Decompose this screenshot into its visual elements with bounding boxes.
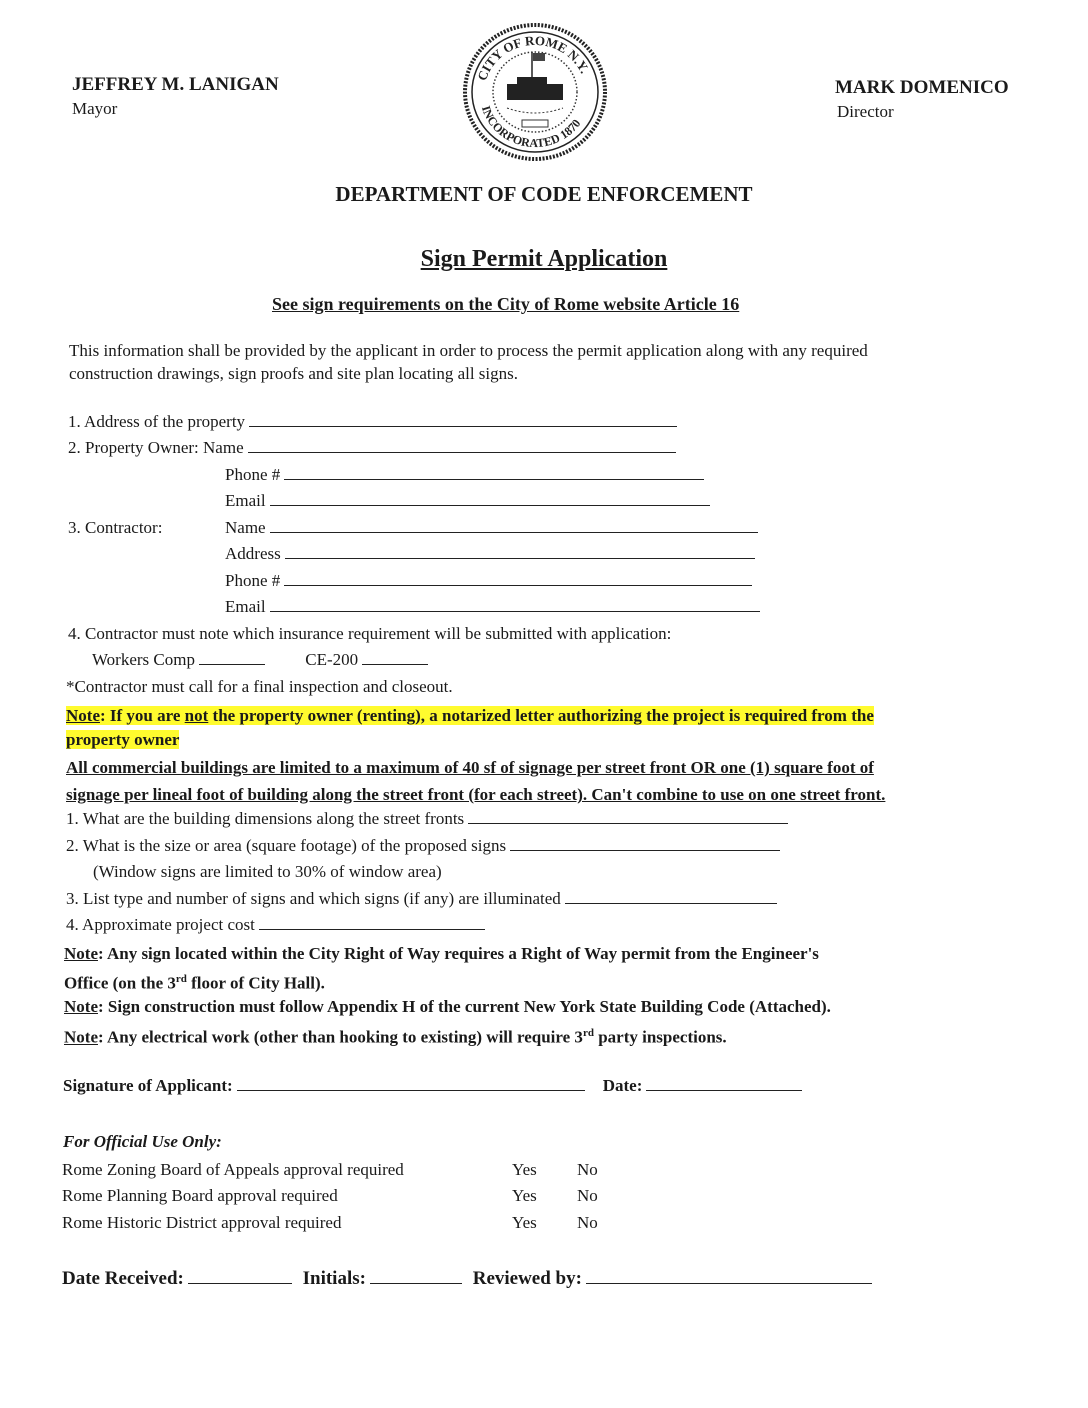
date-received-label: Date Received: xyxy=(62,1268,184,1289)
contractor-label: 3. Contractor: xyxy=(68,518,163,537)
workers-comp-field[interactable] xyxy=(199,650,265,665)
commercial-limit-text: All commercial buildings are limited to a maximum of 40 sf of signage per street front OR one (1) square foot of xyxy=(66,758,874,777)
planning-yes[interactable]: Yes xyxy=(512,1186,537,1205)
owner-name-label: 2. Property Owner: Name xyxy=(68,438,244,457)
owner-phone-label: Phone # xyxy=(225,465,281,484)
sign-types-field[interactable] xyxy=(565,889,777,904)
sign-size-label: 2. What is the size or area (square footage) of the proposed signs xyxy=(66,836,507,855)
note-text: : Sign construction must follow Appendix H of the current New York State Building Code (Attached). xyxy=(97,997,831,1016)
planning-no[interactable]: No xyxy=(577,1186,598,1205)
page-title: Sign Permit Application xyxy=(420,246,668,272)
note-sup: rd xyxy=(582,1027,594,1039)
project-cost-row xyxy=(66,914,485,936)
owner-phone-row xyxy=(225,464,704,486)
contractor-address-label: Address xyxy=(225,544,281,563)
final-inspection-text: *Contractor must call for a final inspection and closeout. xyxy=(66,677,453,696)
mayor-title: Mayor xyxy=(72,99,118,118)
note-text: the property owner (renting), a notarized letter authorizing the project is required from the xyxy=(208,706,874,725)
address-row xyxy=(68,411,677,433)
right-of-way-note xyxy=(64,968,325,995)
sign-types-label: 3. List type and number of signs and which signs (if any) are illuminated xyxy=(66,889,561,908)
note-label: Note xyxy=(64,944,98,963)
signature-row xyxy=(63,1075,802,1097)
review-row xyxy=(62,1268,872,1290)
historic-row-label: Rome Historic District approval required xyxy=(62,1213,342,1232)
note-text: : If you are xyxy=(99,706,185,725)
contractor-name-field[interactable] xyxy=(270,518,758,533)
ce200-field[interactable] xyxy=(362,650,428,665)
city-seal-logo xyxy=(462,22,608,162)
contractor-name-label: Name xyxy=(225,518,266,537)
note-emphasis: not xyxy=(184,706,209,725)
historic-no[interactable]: No xyxy=(577,1213,598,1232)
sign-size-row xyxy=(66,835,780,857)
owner-email-row xyxy=(225,490,710,512)
renting-note xyxy=(66,705,874,727)
intro-line: construction drawings, sign proofs and site plan locating all signs. xyxy=(69,364,519,383)
note-text: : Any sign located within the City Right of Way requires a Right of Way permit from the Engineer's xyxy=(97,944,819,963)
contractor-phone-label: Phone # xyxy=(225,571,281,590)
workers-comp-label: Workers Comp xyxy=(92,650,195,669)
initials-field[interactable] xyxy=(370,1269,462,1284)
date-field[interactable] xyxy=(646,1076,802,1091)
note-label: Note xyxy=(64,997,98,1016)
electrical-note xyxy=(64,1022,727,1049)
project-cost-label: 4. Approximate project cost xyxy=(66,915,255,934)
insurance-row xyxy=(92,649,428,671)
intro-line: This information shall be provided by the applicant in order to process the permit application along with any required xyxy=(69,341,868,360)
director-title: Director xyxy=(837,102,894,121)
note-text: : Any electrical work (other than hooking to existing) will require 3 xyxy=(97,1027,583,1047)
sign-types-row xyxy=(66,888,777,910)
contractor-phone-field[interactable] xyxy=(284,571,752,586)
note-text: Office (on the 3 xyxy=(64,973,176,993)
note-text: party inspections. xyxy=(593,1027,727,1047)
note-text: floor of City Hall). xyxy=(186,973,325,993)
address-label: 1. Address of the property xyxy=(68,412,246,431)
contractor-email-label: Email xyxy=(225,597,266,616)
dimensions-row xyxy=(66,808,788,830)
official-use-heading: For Official Use Only: xyxy=(63,1132,222,1151)
planning-row-label: Rome Planning Board approval required xyxy=(62,1186,338,1205)
date-received-field[interactable] xyxy=(188,1269,292,1284)
contractor-address-row xyxy=(225,543,755,565)
signature-label: Signature of Applicant: xyxy=(63,1076,233,1095)
commercial-limit-text: signage per lineal foot of building along the street front (for each street). Can't combine to use on one street front. xyxy=(66,785,886,804)
insurance-text: 4. Contractor must note which insurance requirement will be submitted with application: xyxy=(68,624,672,643)
contractor-email-row xyxy=(225,596,760,618)
address-field[interactable] xyxy=(249,412,677,427)
sign-size-field[interactable] xyxy=(510,836,780,851)
reviewed-by-field[interactable] xyxy=(586,1269,872,1284)
note-label: Note xyxy=(66,706,100,725)
note-text: property owner xyxy=(66,730,180,749)
contractor-phone-row xyxy=(225,570,752,592)
dimensions-field[interactable] xyxy=(468,809,788,824)
right-of-way-note xyxy=(64,943,819,965)
svg-text:INCORPORATED 1870: INCORPORATED 1870 xyxy=(478,104,584,151)
owner-email-label: Email xyxy=(225,491,266,510)
historic-yes[interactable]: Yes xyxy=(512,1213,537,1232)
department-title: DEPARTMENT OF CODE ENFORCEMENT xyxy=(335,182,753,206)
signature-field[interactable] xyxy=(237,1076,585,1091)
zoning-row-label: Rome Zoning Board of Appeals approval required xyxy=(62,1160,404,1179)
contractor-name-row xyxy=(225,517,758,539)
subtitle-link[interactable]: See sign requirements on the City of Rome website Article 16 xyxy=(272,294,740,314)
owner-name-row xyxy=(68,437,676,459)
contractor-address-field[interactable] xyxy=(285,544,755,559)
reviewed-by-label: Reviewed by: xyxy=(472,1268,582,1289)
director-name: MARK DOMENICO xyxy=(835,77,1009,98)
ce200-label: CE-200 xyxy=(305,650,359,669)
dimensions-label: 1. What are the building dimensions along the street fronts xyxy=(66,809,465,828)
zoning-no[interactable]: No xyxy=(577,1160,598,1179)
zoning-yes[interactable]: Yes xyxy=(512,1160,537,1179)
appendix-note xyxy=(64,996,831,1018)
date-label: Date: xyxy=(602,1076,643,1095)
note-label: Note xyxy=(64,1027,98,1047)
svg-text:CITY OF ROME N.Y.: CITY OF ROME N.Y. xyxy=(474,32,593,83)
owner-name-field[interactable] xyxy=(248,438,676,453)
window-signs-note: (Window signs are limited to 30% of window area) xyxy=(93,862,442,881)
owner-phone-field[interactable] xyxy=(284,465,704,480)
initials-label: Initials: xyxy=(302,1268,366,1289)
mayor-name: JEFFREY M. LANIGAN xyxy=(72,74,279,95)
contractor-email-field[interactable] xyxy=(270,597,760,612)
note-sup: rd xyxy=(175,973,187,985)
owner-email-field[interactable] xyxy=(270,491,710,506)
project-cost-field[interactable] xyxy=(259,915,485,930)
